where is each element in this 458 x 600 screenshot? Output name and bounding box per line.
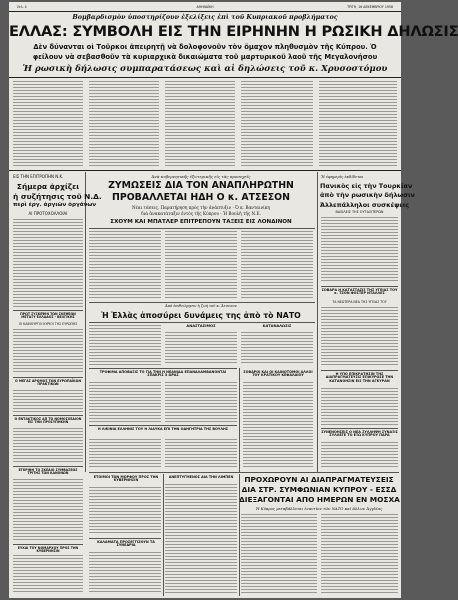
center-rule-2 [89,302,315,303]
left-story-1-text [13,219,83,307]
top-supertitle: Βομβαρδισμὸν ὑποστηρίζουν ἐξελίξεις ἐπὶ τοῦ Κυπριακοῦ προβλήματος [72,13,338,21]
bottom-column-2 [321,514,398,594]
subheadline-2: φείλουν νὰ σεβασθοῦν τὰ κυριαρχικὰ δικαιώματα τοῦ μαρτυρικοῦ λαοῦ τῆς Μεγαλονήσου [32,53,378,61]
rule-under-top-text [9,170,401,171]
paper-name: ΑΘΗΝΑΪΚΗ [196,5,214,9]
bottom-mid-text [165,484,237,594]
bottom-deck: Ἡ Κύπρος μεταβάλλεται ἐναντίον τῶν ΝΑΤΟ καὶ ἄλλων Ἀγγλίας [255,506,383,511]
bottom-headline-1: ΠΡΟΧΩΡΟΥΝ ΑΙ ΔΙΑΠΡΑΓΜΑΤΕΥΣΕΙΣ [244,475,394,484]
left-story-3-text [13,390,83,412]
center-story-2-column-1 [89,382,161,422]
center-column-1 [89,231,161,299]
right-headline-2: ἀπὸ τὴν ρωσικὴν δήλωσιν [320,191,415,199]
right-kicker: Ἡ ἐφημερὶς ἐκδίδεται [321,174,364,179]
center-story-3-headline: Η ΛΙΚΙΝΙΑ ΕΛΛΗΝΙΣ ΤΟΥ Η ΛΙΑΥΚΑ ΕΠΙ ΤΗΝ ΟΔΗΓΗΤΡΙΑ ΤΗΣ ΒΟΥΛΗΣ [97,427,229,431]
left-rule-3 [13,415,83,416]
center-side-headline: ΣΟΒΑΡΟΙ ΚΑΙ ΟΙ ΚΑΙΝΟΤΟΜΟΙ ΑΛΛΟΙ ΤΟΥ ΚΡΑΤΙΚΟΥ ΚΕΦΑΛΑΙΟΥ [243,370,313,378]
left-story-2-text [13,329,83,374]
right-story-4-headline: ΣΥΝΕΝΟΗΣΕΙΣ Ο ΝΕΑ ΣΥΛΛΗΨΗ ΣΥΝΑΞΙΣ ΣΥΛΛΕΓΕ ΤΟ ΕΞΩ ΚΥΠΡΟΥ ΠΑΡΑ [321,430,398,438]
nato-column-3 [241,332,313,365]
center-story-3-column-1 [89,439,161,469]
bottom-left-headline-1: ΕΤΟΙΜΟΙ ΤΩΝ ΜΟΡΦΟΥ ΠΡΟΣ ΤΗΝ ΚΥΒΕΡΝΗΣΙΝ [93,475,159,483]
right-story-3-text [321,388,398,425]
bottom-inner-rule-1 [163,474,164,596]
center-story-3-column-2 [165,439,237,469]
right-story-2-text [321,307,398,367]
top-column-4 [241,81,313,166]
right-story-3-headline: Η ΥΠΟ ΕΠΙΚΡΑΤΗΣΙΝ ΤΗΣ ΔΙΑΠΡΑΓΜΑΤΕΥΣΙΣ ΕΠΙΚΥΡΩΣΕ ΤΗΝ ΚΑΤΑΝΟΗΣΙΝ ΕΙΣ ΤΗΝ ΑΓΚΥΡΑΝ [325,372,394,383]
top-column-5 [319,81,397,166]
left-story-6-text [13,555,83,593]
nato-column-2 [165,332,237,365]
right-story-2-subhead: ΤΑ ΝΕΩΤΕΡΑ ΝΕΑ ΤΗΣ ΥΓΕΙΑΣ ΤΟΥ [332,300,387,304]
left-rule-4 [13,466,83,467]
center-column-2 [165,231,237,299]
left-rule-2 [13,377,83,378]
center-boxed-label-2: ΚΑΤΑΝΑΛΩΣΙΣ [262,324,292,328]
right-headline-3-sub: ΒΑΣΙΛΕΙΣ ΤΗΣ ΟΥΤΑΣΙΤΕΡΩΝ [335,210,384,214]
center-boxed-label-1: ΑΝΑΣΤΑΣΙΜΟΣ [186,324,216,328]
center-deck-1: Νέαι τάσεις. Παρατήρηση πρὸς τὴν ἀνάπτυξιν · Ὁ κ. Βανταινίκη [132,205,270,210]
bottom-column-1 [241,514,317,594]
bottom-rule [89,472,399,473]
left-story-4-headline: Ο ΕΝΤΑΚΤΙΚΟΣ ΑΠ ΤΟ ΝΟΜΟΣΧΕΔΙΟΝ ΕΙΣ ΤΗΝ ΠΡΟΣΥΠΗΚΗΝ [14,417,82,425]
left-story-2-headline: ΠΡΩΤ ΣΥΣΚΕΨΙΝ ΤΩΝ ΣΚΕΨΕΩΝ ΜΕΤΑΞΥ ΕΛΛΑΔΟΣ - ΒΕΛΓΙΚΗΣ [20,312,76,320]
center-side-text [243,382,313,469]
center-small-kicker: Ἀπὸ ἐπιθεώρησιν ἡ ζωὴ τοῦ κ. Ἀτσεσον [165,304,237,308]
left-rule-1 [13,310,83,311]
center-rule-4 [89,368,237,369]
bottom-left-text-2 [89,552,161,594]
center-story-2-column-2 [165,382,237,422]
center-column-3 [241,231,313,299]
bottom-headline-2: ΔΙΑ ΣΤΡ. ΣΥΜΦΩΝΙΑΝ ΚΥΠΡΟΥ - ΕΣΣΔ [241,485,397,494]
top-column-3 [165,81,235,166]
center-inner-rule [239,368,240,472]
left-story-3-headline: Ο ΜΕΓΑΣ ΔΡΟΜΟΣ ΤΩΝ ΕΥΡΩΠΑΪΚΩΝ ΠΡΑΚΤΙΚΩΝ [15,379,81,387]
bottom-left-headline-2: ΚΑΛΑΜΑΤΑ ΠΡΟΣΕΓΓΙΖΟΥΝ ΤΑ ΣΥΝΕΔΡΙΑ [97,540,155,548]
center-deck-2: διὰ ἀνακατάταξιν ἐντὸς τῆς Κύπρου · Ἡ Βουλὴ τῆς Ν.Ε. [141,211,261,216]
bottom-headline-3: ΔΙΕΞΑΓΟΝΤΑΙ ΑΠΟ ΗΜΕΡΩΝ ΕΝ ΜΟΣΧΑ [239,495,400,504]
left-headline-2: ἡ συζήτησις τοῦ Ν.Δ. [13,192,102,201]
left-story-6-headline: ΕΥΧΑΙ ΤΟΥ ΝΟΜΑΡΧΟΥ ΠΡΟΣ ΤΗΝ ΚΥΒΕΡΝΗΣΙΝ [17,546,79,554]
subheadline-1: Δὲν δύνανται οἱ Τοῦρκοι ἀπειρητῇ νὰ δολοφονοῦν τὸν ὅμαχον πληθυσμὸν τῆς Κύπρου. Ὁ [33,43,377,51]
right-rule-2 [321,370,398,371]
right-headline-3: Ἀλλεπάλληλοι συσκέψεις [320,201,410,209]
left-headline-3: περὶ ἐργ. ἀργιῶν ὀργάνων [13,202,97,208]
main-headline: ΕΛΛΑΣ: ΣΥΜΒΟΛΗ ΕΙΣ ΤΗΝ ΕΙΡΗΝΗΝ Η ΡΩΣΙΚΗ ΔΗΛΩΣΙΣ [9,23,458,40]
right-headline-1: Πανικὸς εἰς τὴν Τουρκίαν [320,182,413,190]
left-kicker: ΕΙΣ ΤΗΝ ΕΠΙΤΡΟΠΗΝ Ν.Κ. [13,174,64,179]
bottom-left-text-1 [89,487,161,535]
center-headline-1: ΖΥΜΩΣΕΙΣ ΔΙΑ ΤΟΝ ΑΝΑΠΛΗΡΩΤΗΝ [108,180,294,191]
nato-headline: Ἡ Ἑλλὰς ἀποσύρει δυνάμεις της ἀπὸ τὸ ΝΑΤΟ [101,311,301,320]
issue-date: ΤΡΙΤΗ, 16 ΔΕΚΕΜΒΡΙΟΥ 1958 [347,5,393,9]
center-kicker: Ἀνὰ κυβερνητικῆς ἐξωτερικῆς εἰς τὰς προσεχεῖς [151,174,251,179]
nato-column-1 [89,325,161,365]
newspaper-page [9,2,458,598]
center-rule-3 [89,322,315,323]
right-story-4-text [321,442,398,469]
bottom-inner-rule-2 [239,474,240,596]
page-number: Σελ. 4 [17,5,27,9]
masthead-rule [9,11,401,12]
center-rule-1 [89,228,315,229]
right-rule-1 [321,286,398,287]
center-headline-2: ΠΡΟΒΑΛΛΕΤΑΙ ΗΔΗ Ο κ. ΑΤΣΕΣΟΝ [111,192,290,203]
left-story-5-headline: ΕΓΚΡΙΘΗ ΤΟ ΣΚΕΔΙΟ ΣΥΜΒΑΣΕΩΣ ΤΡΙΤΗΣ ΤΩΝ ΚΑΝΟΝΩΝ [18,468,78,476]
left-headline-1: Σήμερα ἀρχίζει [16,182,80,191]
rule-left [85,172,86,472]
rule-under-top [9,77,401,78]
center-rule-5 [89,425,237,426]
rule-right [317,172,318,472]
left-headline-4: ΑΙ ΠΡΟΤΟΧΟΛΛΟΙΑΙ [28,211,68,216]
top-column-2 [89,81,159,166]
right-story-2-headline: ΣΟΒΑΡΑ Η ΚΑΤΑΣΤΑΣΙΣ ΤΗΣ ΥΓΕΙΑΣ ΤΟΥ κ. ΤΖΟΝ ΦΟΣΤΕΡ ΝΤΑΛΛΕΣ [321,288,398,296]
subheadline-3: Ἡ ρωσικὴ δήλωσις συμπαρατάσεως καὶ αἱ δηλώσεις τοῦ κ. Χρυσοστόμου [22,64,388,74]
right-story-1-text [321,217,398,283]
bottom-mid-headline: ΑΝΕΠΤΥΓΜΕΝΟΣ ΔΙΑ ΤΗΝ ΛΙΜΠΕΝ [168,475,234,479]
center-story-2-headline: ΤΡΟΦΙΜΑ ΑΠΟΒΑΣΙΣ ΤΟ ΓΙΑ ΤΗΝ Η ΝΕΑΝΙΔΑ ΕΠΑΝΑΛΑΜΒΑΝΟΝΤΑΙ ΣΠΑΚΡΙΣ 3 ΩΡΑΣ [99,370,227,378]
left-story-2-subhead: ΟΙ ΚΑΙΝΟΥΡΓΟΙ ΚΥΡΙΟΙ ΤΗΣ ΕΥΡΩΠΗΣ [18,322,78,326]
left-story-4-text [13,428,83,463]
top-column-1 [13,81,83,166]
bottom-left-rule [89,538,161,539]
right-rule-3 [321,428,398,429]
left-story-5-text [13,479,83,541]
left-rule-5 [13,544,83,545]
center-bar-headline: ΣΧΟΥΜ ΚΑΙ ΜΠΑΤΛΕΡ ΕΠΙΤΡΕΠΟΥΝ ΤΑΞΕΙΣ ΕΙΣ ΛΟΝΔΙΝΟΝ [110,219,292,225]
